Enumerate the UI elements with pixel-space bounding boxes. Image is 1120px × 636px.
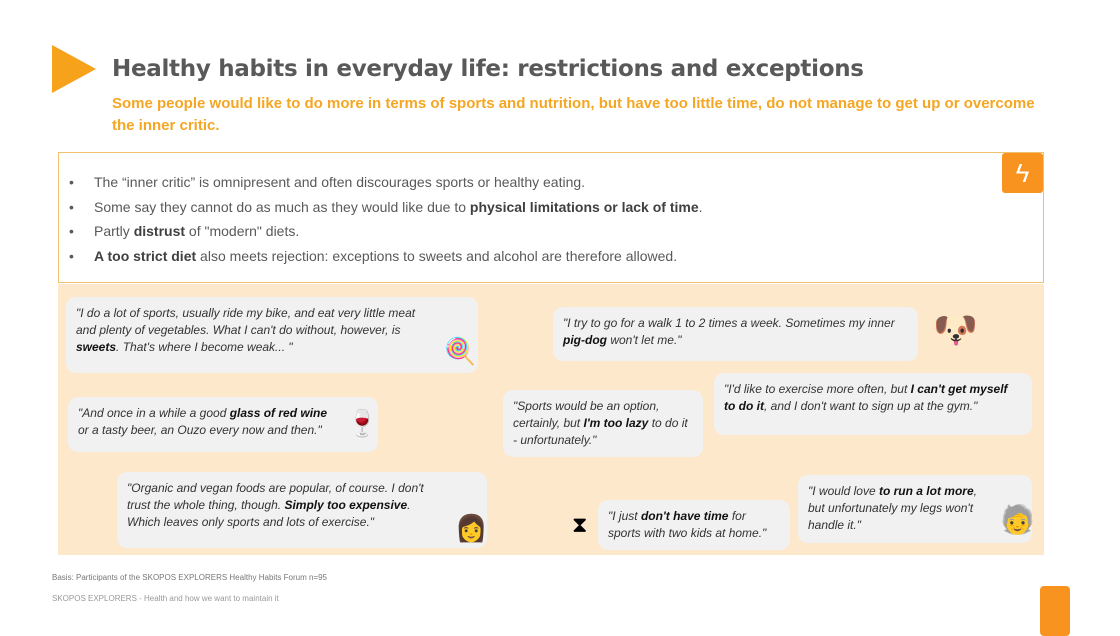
hourglass-icon: ⧗ [572, 512, 588, 537]
page-subtitle: Some people would like to do more in terms of sports and nutrition, but have too little time, do not manage to get up or overcome the inner critic. [112, 95, 1035, 134]
quote-bubble: "And once in a while a good glass of red wine or a tasty beer, an Ouzo every now and then." [68, 397, 378, 452]
candy-icon: 🍭 [444, 336, 477, 366]
quote-bubble: "Organic and vegan foods are popular, of course. I don't trust the whole thing, though. Simply too expensive. Which leaves only sports and lots of exercise." [117, 472, 487, 548]
quote-bubble: "I just don't have time for sports with two kids at home." [598, 500, 790, 550]
summary-box [58, 152, 1044, 283]
page-tab [1040, 586, 1070, 636]
quote-bubble: "I do a lot of sports, usually ride my bike, and eat very little meat and plenty of vegetables. What I can't do without, however, is sweets. That's where I become weak... " [66, 297, 478, 373]
elderly-person-icon: 🧓 [1000, 504, 1035, 535]
footer-source: SKOPOS EXPLORERS - Health and how we want to maintain it [52, 594, 279, 603]
bullet-item: • A too strict diet also meets rejection: exceptions to sweets and alcohol are therefore allowed. [69, 247, 678, 264]
quote-bubble: "I'd like to exercise more often, but I can't get myself to do it, and I don't want to sign up at the gym." [714, 373, 1032, 435]
wine-glass-icon: 🍷 [346, 408, 379, 438]
lightning-icon: ϟ [1002, 153, 1043, 193]
angry-dog-icon: 🐶 [933, 309, 978, 350]
summary-bullets [69, 170, 703, 268]
quote-bubble: "Sports would be an option, certainly, but I'm too lazy to do it - unfortunately." [503, 390, 703, 457]
page-title: Healthy habits in everyday life: restrictions and exceptions [112, 56, 864, 82]
bullet-item: • The “inner critic” is omnipresent and often discourages sports or healthy eating. [69, 174, 586, 190]
woman-icon: 👩 [455, 513, 488, 543]
bullet-item: • Some say they cannot do as much as they would like due to physical limitations or lack of time. [69, 198, 703, 215]
footnote-basis: Basis: Participants of the SKOPOS EXPLORERS Healthy Habits Forum n=95 [52, 573, 328, 582]
quote-bubble: "I would love to run a lot more, but unfortunately my legs won't handle it." [798, 475, 1032, 543]
play-triangle-icon [52, 45, 96, 93]
quote-bubble: "I try to go for a walk 1 to 2 times a week. Sometimes my inner pig-dog won't let me." [553, 307, 918, 361]
bullet-item: • Partly distrust of "modern" diets. [69, 223, 300, 239]
